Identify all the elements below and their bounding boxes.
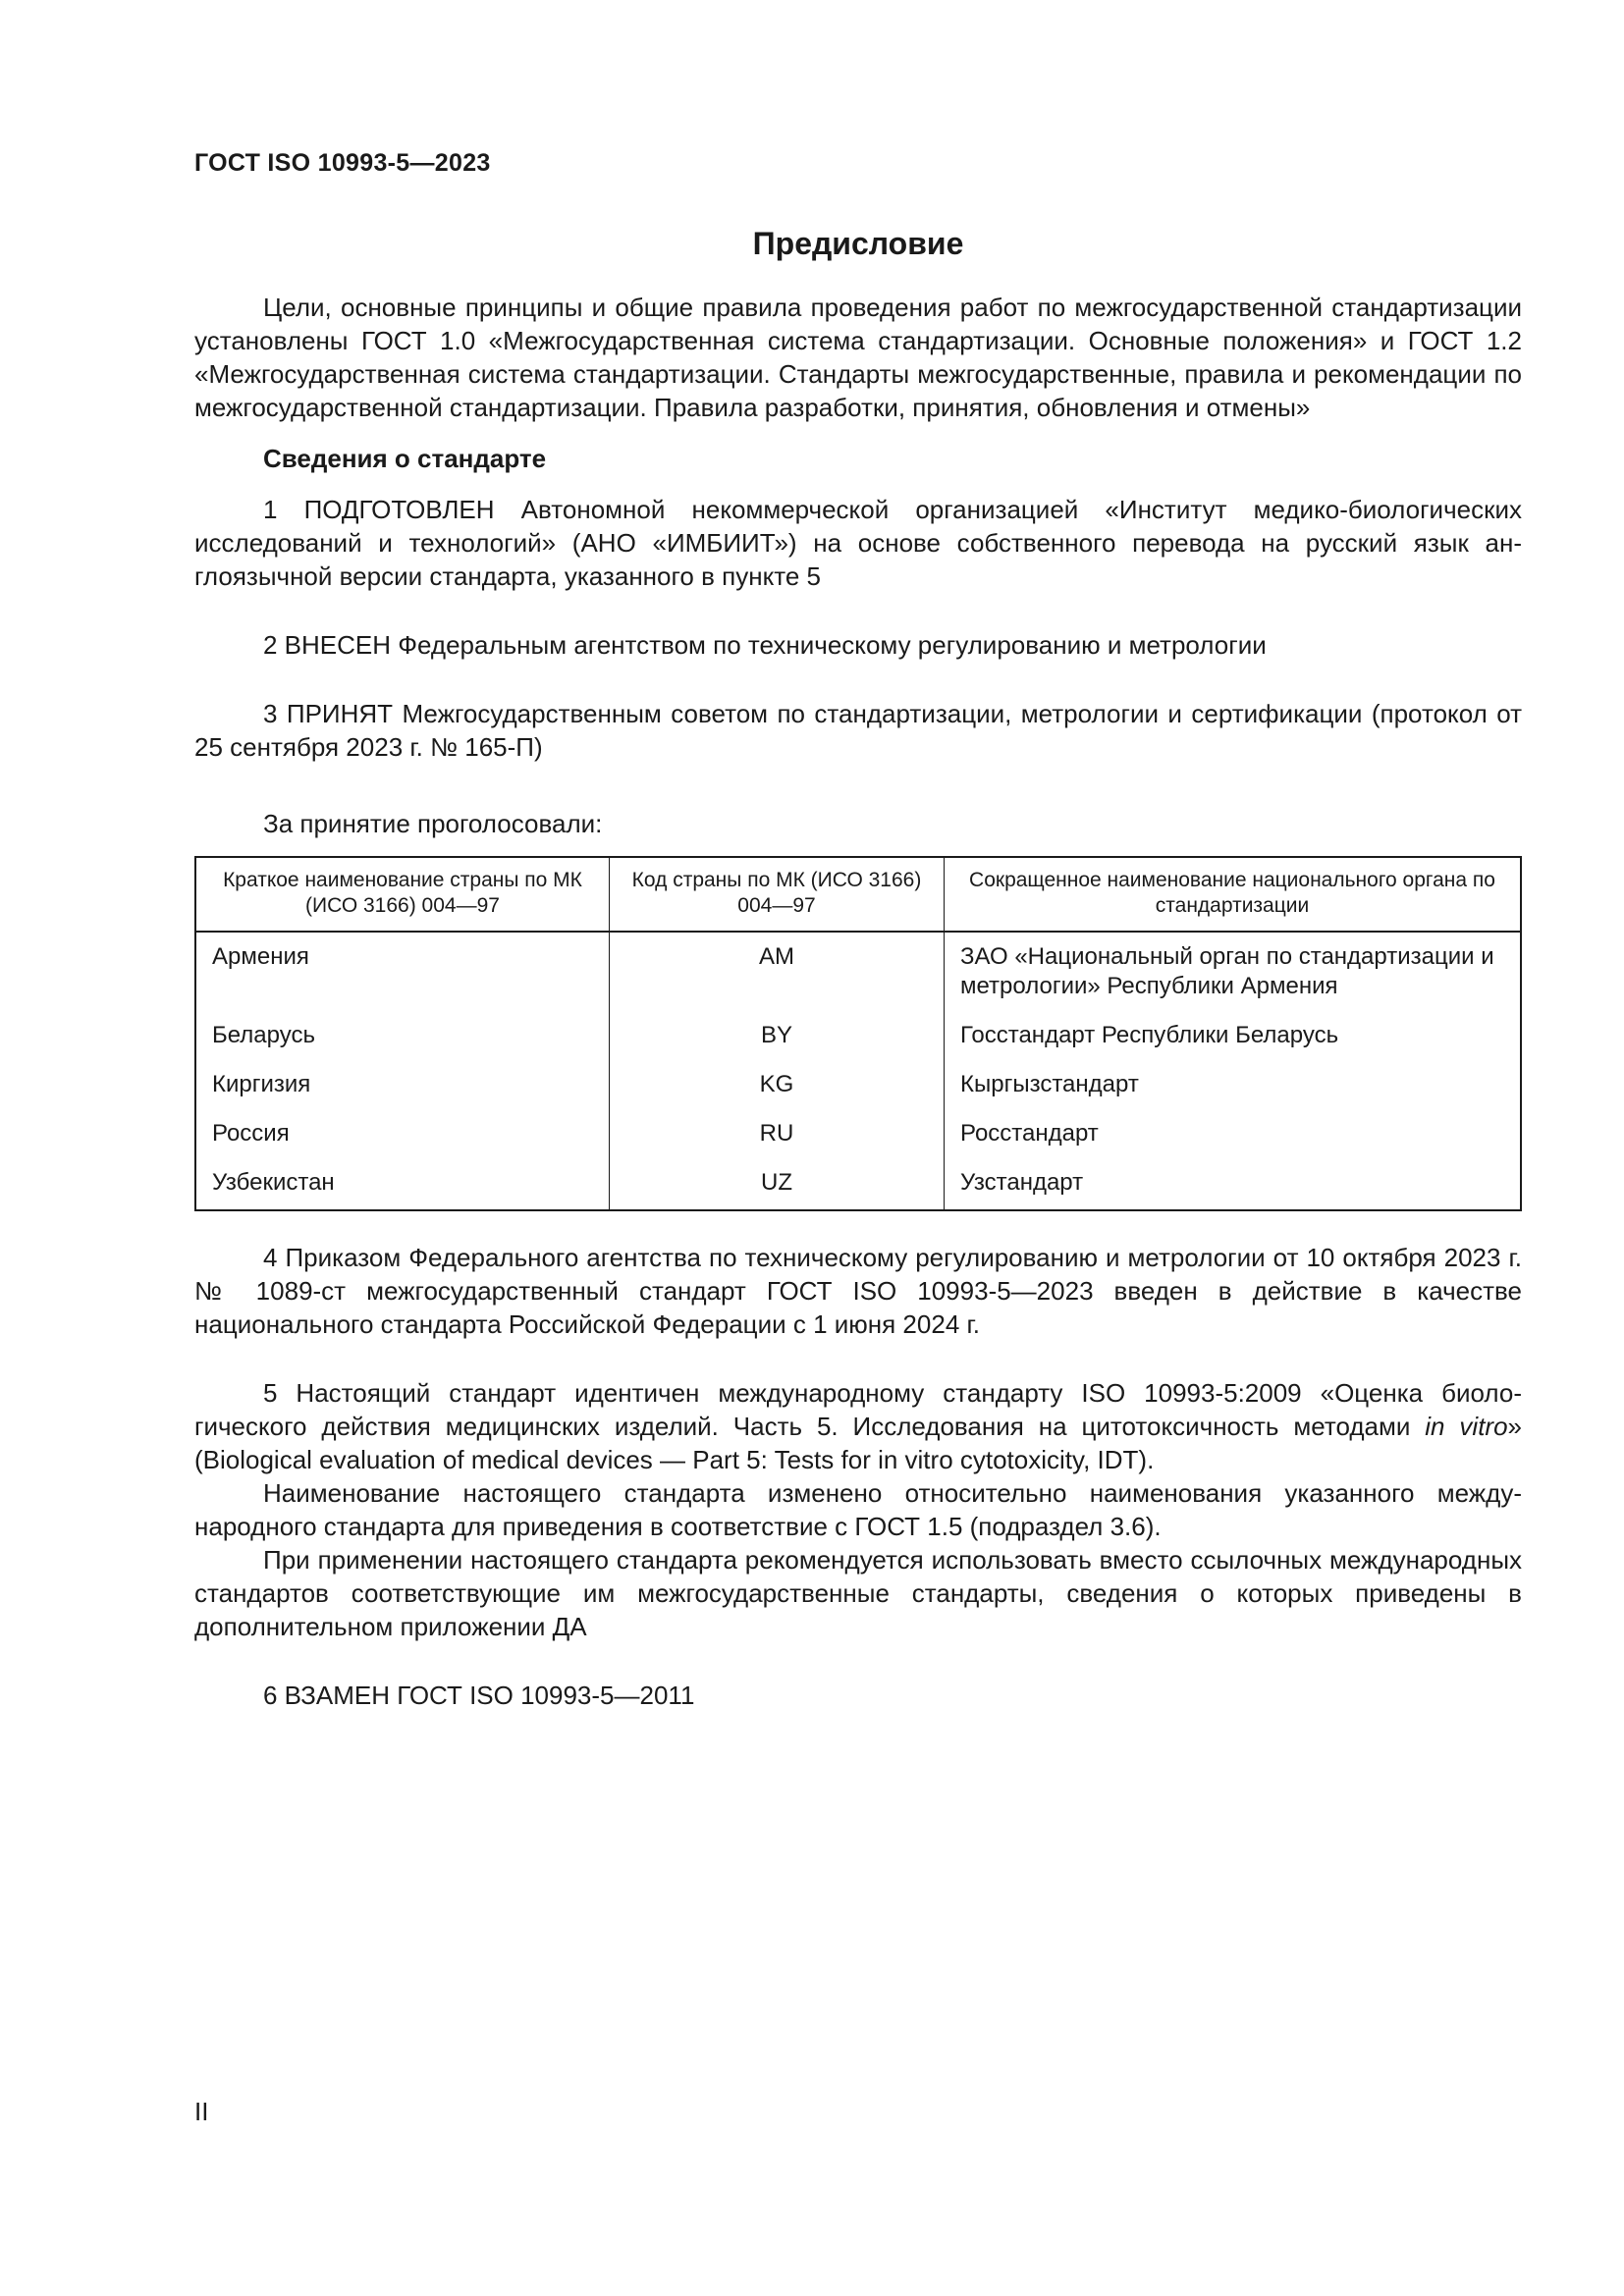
code-cell: AM (610, 932, 945, 1011)
country-cell: Беларусь (195, 1011, 610, 1060)
code-cell: BY (610, 1011, 945, 1060)
table-header-code: Код страны по МК (ИСО 3166) 004—97 (610, 857, 945, 932)
document-code-header: ГОСТ ISO 10993-5—2023 (194, 149, 491, 177)
table-header-body: Сокращенное наименование национального органа по стандартизации (945, 857, 1522, 932)
body-cell: Узстандарт (945, 1158, 1522, 1210)
item-2-paragraph: 2 ВНЕСЕН Федеральным агентством по техническому регулированию и метрологии (263, 630, 1267, 660)
table-row (195, 932, 1521, 1011)
table-row (195, 1158, 1521, 1210)
item-5-paragraph-3: При применении настоящего стандарта рекомендуется использовать вместо ссылочных международных стандартов соответствующие им межгосударственные стандарты, сведения о которых приведены в дополнительном приложении ДА (194, 1545, 1522, 1641)
item-5-italic-term: in vitro (1425, 1412, 1508, 1441)
preface-content (194, 224, 1522, 1712)
item-5-text-start: 5 Настоящий стандарт идентичен международному стандарту ISO 10993-5:2009 «Оценка биологического действия медицинских изделий. Часть 5. Исследования на цитотоксичность методами (194, 1378, 1522, 1441)
country-cell: Армения (195, 932, 610, 1011)
page-title: Предисловие (752, 226, 964, 261)
item-5-paragraph (194, 1376, 1522, 1476)
table-row (195, 1011, 1521, 1060)
table-header-row (195, 857, 1521, 932)
country-cell: Россия (195, 1109, 610, 1158)
votes-table (194, 856, 1522, 1211)
item-5-paragraph-2: Наименование настоящего стандарта изменено относительно наименования указанного международного стандарта для приведения в соответствие с ГОСТ 1.5 (подраздел 3.6). (194, 1478, 1522, 1541)
code-cell: UZ (610, 1158, 945, 1210)
section-heading: Сведения о стандарте (263, 444, 547, 473)
body-cell: ЗАО «Национальный орган по стандартизации и метрологии» Республики Армения (945, 932, 1522, 1011)
page-number: II (194, 2097, 209, 2126)
country-cell: Киргизия (195, 1060, 610, 1109)
intro-paragraph: Цели, основные принципы и общие правила проведения работ по межгосударственной стандартизации установлены ГОСТ 1.0 «Межгосударственная система стандартизации. Основные положения» и ГОСТ 1.2 «Межгосударственная система стандартизации. Стандарты межгосударственные, правила и рекомендации по межгосударственной стандартизации. Правила разработки, принятия, обновления и отмены» (194, 293, 1522, 422)
table-row (195, 1060, 1521, 1109)
item-6-paragraph: 6 ВЗАМЕН ГОСТ ISO 10993-5—2011 (263, 1681, 695, 1710)
table-header-country: Краткое наименование страны по МК (ИСО 3166) 004—97 (195, 857, 610, 932)
code-cell: RU (610, 1109, 945, 1158)
body-cell: Кыргызстандарт (945, 1060, 1522, 1109)
table-row (195, 1109, 1521, 1158)
body-cell: Госстандарт Республики Беларусь (945, 1011, 1522, 1060)
vote-intro-text: За принятие проголосовали: (263, 809, 603, 838)
item-1-paragraph: 1 ПОДГОТОВЛЕН Автономной некоммерческой организацией «Институт медико-биологических исследований и технологий» (АНО «ИМБИИТ») на основе собственного перевода на русский язык англоязычной версии стандарта, указанного в пункте 5 (194, 495, 1522, 591)
body-cell: Росстандарт (945, 1109, 1522, 1158)
code-cell: KG (610, 1060, 945, 1109)
item-4-paragraph: 4 Приказом Федерального агентства по техническому регулированию и метрологии от 10 октября 2023 г. № 1089-ст межгосударственный стандарт ГОСТ ISO 10993-5—2023 введен в действие в качестве национального стандарта Российской Федерации с 1 июня 2024 г. (194, 1243, 1522, 1339)
item-5-text-end: » (Biological evaluation of medical devices — Part 5: Tests for in vitro cytotoxicity, IDT). (194, 1412, 1523, 1474)
item-3-paragraph: 3 ПРИНЯТ Межгосударственным советом по стандартизации, метрологии и сертификации (протокол от 25 сентября 2023 г. № 165-П) (194, 699, 1522, 762)
country-cell: Узбекистан (195, 1158, 610, 1210)
